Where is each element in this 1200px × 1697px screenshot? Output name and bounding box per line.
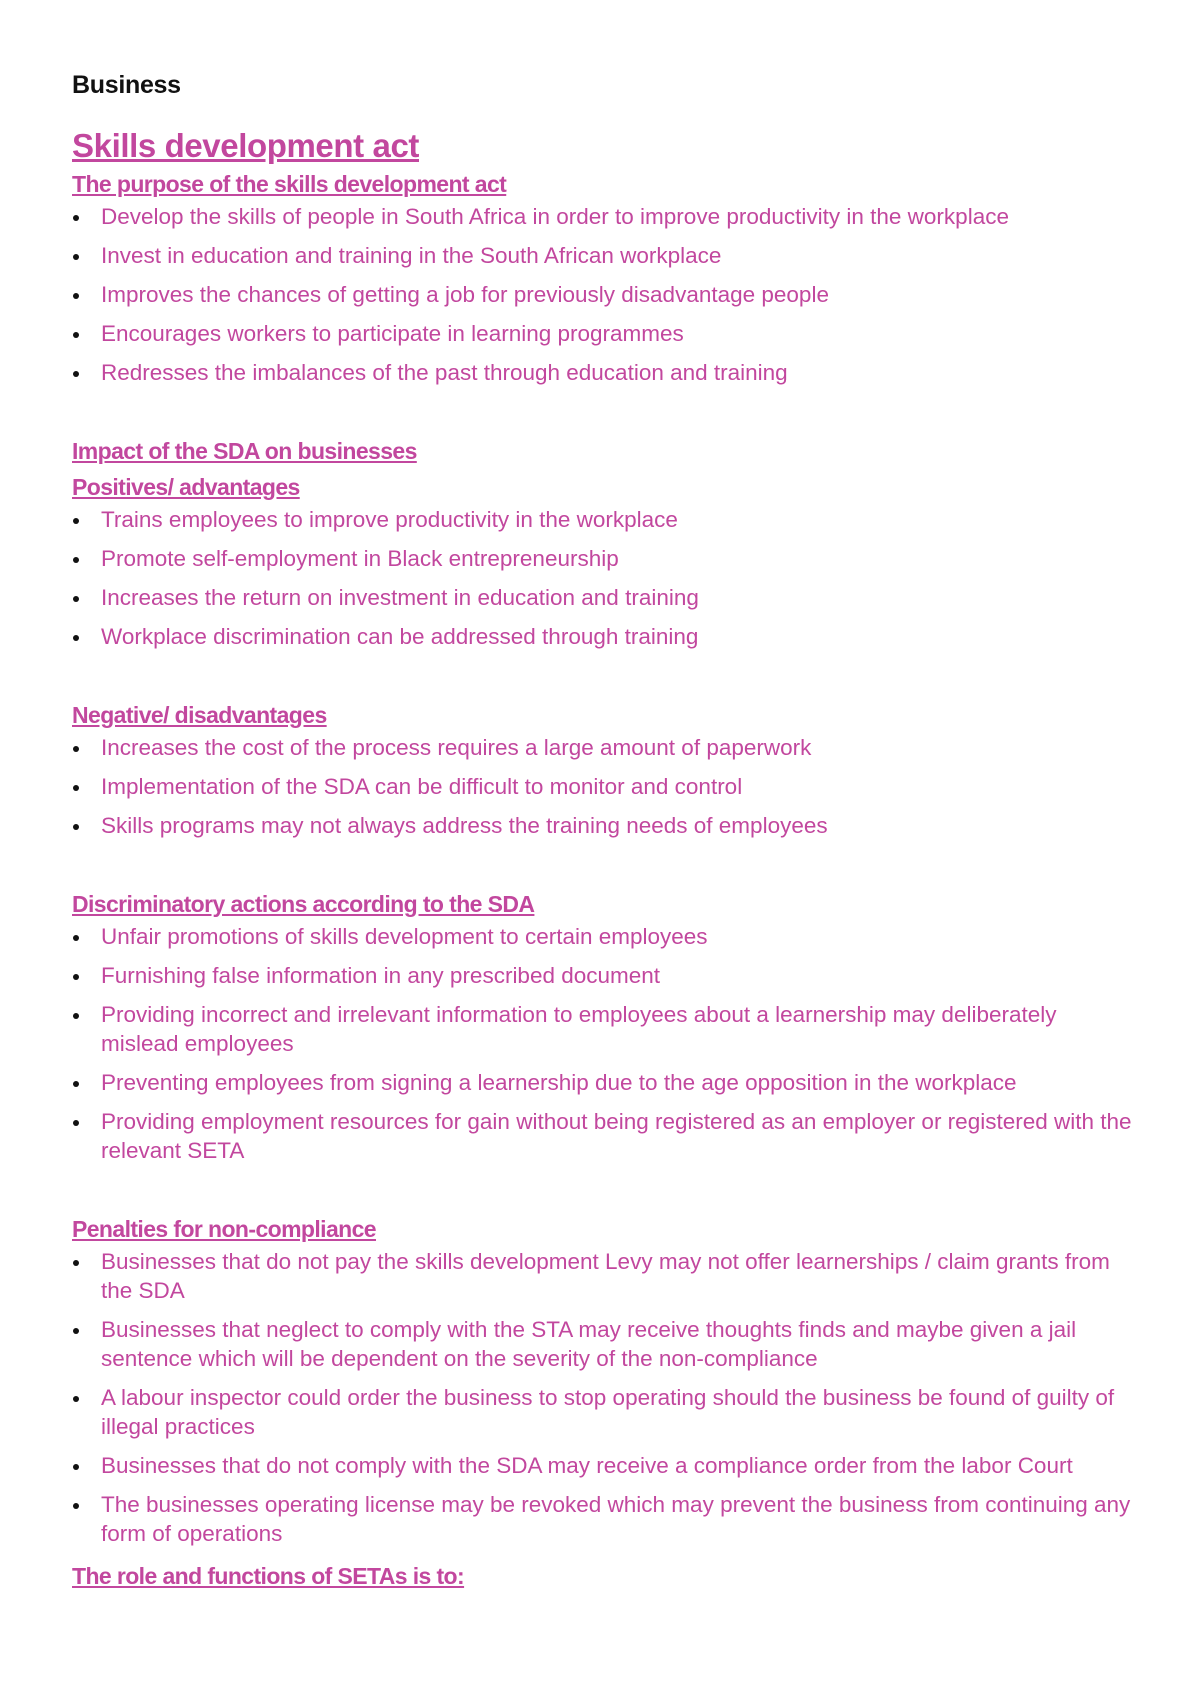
list-item: Implementation of the SDA can be difficult to monitor and control (72, 772, 1132, 801)
list-item: Increases the return on investment in education and training (72, 583, 1132, 612)
discriminatory-list (72, 922, 1132, 1165)
section-purpose (72, 166, 1132, 387)
list-item: Preventing employees from signing a learnership due to the age opposition in the workplace (72, 1068, 1132, 1097)
list-item: Invest in education and training in the South African workplace (72, 241, 1132, 270)
page-title: Skills development act (72, 127, 419, 164)
section-discriminatory (72, 886, 1132, 1165)
list-item: Increases the cost of the process requires a large amount of paperwork (72, 733, 1132, 762)
section-heading-setas: The role and functions of SETAs is to: (72, 1562, 465, 1589)
section-negatives (72, 697, 1132, 840)
purpose-list (72, 202, 1132, 387)
document-page (72, 70, 1132, 1594)
list-item: Businesses that neglect to comply with the STA may receive thoughts finds and maybe given a jail sentence which will be dependent on the severity of the non-compliance (72, 1315, 1132, 1373)
spacer (72, 1175, 1132, 1211)
list-item: Redresses the imbalances of the past through education and training (72, 358, 1132, 387)
list-item: Providing employment resources for gain without being registered as an employer or registered with the relevant SETA (72, 1107, 1132, 1165)
list-item: Encourages workers to participate in learning programmes (72, 319, 1132, 348)
positives-list (72, 505, 1132, 651)
section-heading-discriminatory: Discriminatory actions according to the SDA (72, 890, 535, 917)
section-impact (72, 433, 1132, 651)
spacer (72, 397, 1132, 433)
list-item: Workplace discrimination can be addressed through training (72, 622, 1132, 651)
list-item: Trains employees to improve productivity in the workplace (72, 505, 1132, 534)
section-heading-impact: Impact of the SDA on businesses (72, 437, 417, 464)
list-item: The businesses operating license may be revoked which may prevent the business from continuing any form of operations (72, 1490, 1132, 1548)
list-item: Furnishing false information in any prescribed document (72, 961, 1132, 990)
list-item: Businesses that do not pay the skills development Levy may not offer learnerships / claim grants from the SDA (72, 1247, 1132, 1305)
spacer (72, 850, 1132, 886)
list-item: A labour inspector could order the business to stop operating should the business be found of guilty of illegal practices (72, 1383, 1132, 1441)
list-item: Develop the skills of people in South Africa in order to improve productivity in the workplace (72, 202, 1132, 231)
list-item: Providing incorrect and irrelevant information to employees about a learnership may deliberately mislead employees (72, 1000, 1132, 1058)
list-item: Unfair promotions of skills development to certain employees (72, 922, 1132, 951)
list-item: Promote self-employment in Black entrepreneurship (72, 544, 1132, 573)
spacer (72, 661, 1132, 697)
list-item: Businesses that do not comply with the SDA may receive a compliance order from the labor Court (72, 1451, 1132, 1480)
section-setas (72, 1558, 1132, 1594)
list-item: Skills programs may not always address the training needs of employees (72, 811, 1132, 840)
section-heading-negatives: Negative/ disadvantages (72, 701, 327, 728)
section-subheading-positives: Positives/ advantages (72, 473, 300, 500)
penalties-list (72, 1247, 1132, 1548)
negatives-list (72, 733, 1132, 840)
document-label: Business (72, 71, 181, 99)
section-heading-purpose: The purpose of the skills development act (72, 170, 507, 197)
section-penalties (72, 1211, 1132, 1548)
list-item: Improves the chances of getting a job for previously disadvantage people (72, 280, 1132, 309)
section-heading-penalties: Penalties for non-compliance (72, 1215, 376, 1242)
